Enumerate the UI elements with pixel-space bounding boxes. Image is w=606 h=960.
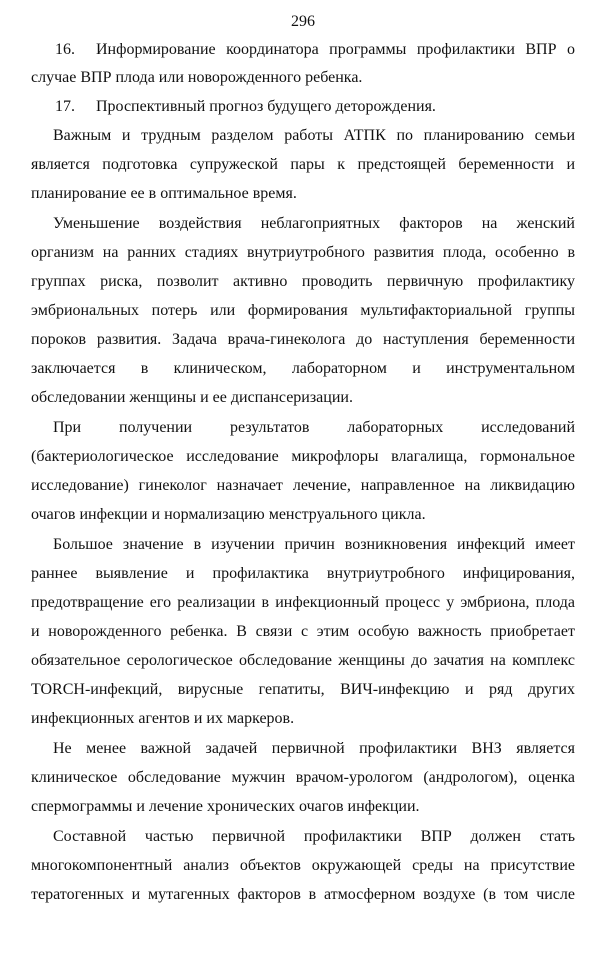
paragraph-4-line-6: TORCH-инфекций, вирусные гепатиты, ВИЧ-инфекцию и ряд других [31,681,575,698]
paragraph-2-line-3: группах риска, позволит активно проводить первичную профилактику [31,273,575,290]
paragraph-2-line-1: Уменьшение воздействия неблагоприятных факторов на женский [53,215,575,232]
paragraph-3-line-2: (бактериологическое исследование микрофлоры влагалища, гормональное [31,448,575,465]
paragraph-4-line-2: раннее выявление и профилактика внутриутробного инфицирования, [31,565,575,582]
paragraph-5-line-2: клиническое обследование мужчин врачом-урологом (андрологом), оценка [31,769,575,786]
paragraph-2-line-2: организм на ранних стадиях внутриутробного развития плода, особенно в [31,244,575,261]
paragraph-2-line-4: эмбриональных потерь или формирования мультифакториальной группы [31,302,575,319]
list-item-16-line-1: 16. Информирование координатора программы профилактики ВПР о [31,40,575,60]
paragraph-4-line-1: Большое значение в изучении причин возникновения инфекций имеет [53,536,575,553]
paragraph-3-line-3: исследование) гинеколог назначает лечение, направленное на ликвидацию [31,477,575,494]
page-number: 296 [291,13,315,30]
paragraph-1-line-3: планирование ее в оптимальное время. [31,185,297,202]
paragraph-1-line-2: является подготовка супружеской пары к предстоящей беременности и [31,156,575,173]
paragraph-4-line-4: и новорожденного ребенка. В связи с этим особую важность приобретает [31,623,575,640]
paragraph-3-line-4: очагов инфекции и нормализацию менструального цикла. [31,506,426,523]
paragraph-4-line-5: обязательное серологическое обследование женщины до зачатия на комплекс [31,652,575,669]
paragraph-2-line-6: заключается в клиническом, лабораторном и инструментальном [31,360,575,377]
paragraph-1-line-1: Важным и трудным разделом работы АТПК по планированию семьи [53,127,575,144]
list-item-number: 17. [55,98,75,115]
list-item-17-line-1: 17. Проспективный прогноз будущего деторождения. [31,97,575,117]
paragraph-5-line-3: спермограммы и лечение хронических очагов инфекции. [31,798,420,815]
list-item-number: 16. [55,41,75,58]
paragraph-2-line-5: пороков развития. Задача врача-гинеколога до наступления беременности [31,331,575,348]
list-item-16-line-2: случае ВПР плода или новорожденного ребенка. [31,69,363,86]
paragraph-3-line-1: При получении результатов лабораторных исследований [53,419,575,436]
paragraph-6-line-3: тератогенных и мутагенных факторов в атмосферном воздухе (в том числе [31,886,575,903]
paragraph-6-line-2: многокомпонентный анализ объектов окружающей среды на присутствие [31,857,575,874]
paragraph-5-line-1: Не менее важной задачей первичной профилактики ВНЗ является [53,740,575,757]
paragraph-4-line-7: инфекционных агентов и их маркеров. [31,710,295,727]
paragraph-6-line-1: Составной частью первичной профилактики ВПР должен стать [53,828,575,845]
paragraph-4-line-3: предотвращение его реализации в инфекционный процесс у эмбриона, плода [31,594,575,611]
paragraph-2-line-7: обследовании женщины и ее диспансеризации. [31,389,353,406]
